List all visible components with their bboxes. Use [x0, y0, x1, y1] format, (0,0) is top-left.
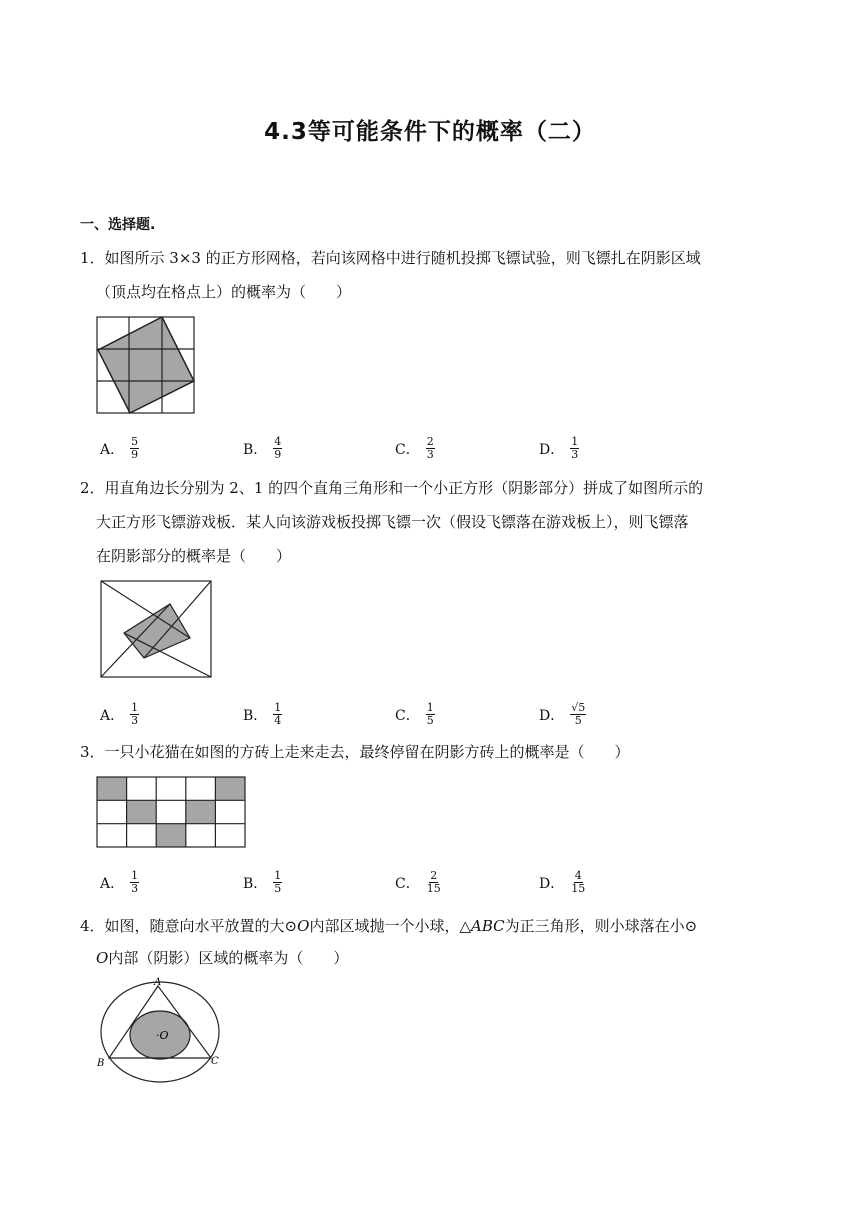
question-2-line-2: 大正方形飞镖游戏板．某人向该游戏板投掷飞镖一次（假设飞镖落在游戏板上），则飞镖落	[96, 513, 689, 531]
question-1-option-c[interactable]: C． $\frac{2}{3}$	[395, 435, 434, 461]
question-4-line-2: O内部（阴影）区域的概率为（ ）	[96, 949, 349, 967]
question-3-option-b[interactable]: B． $\frac{1}{5}$	[243, 869, 282, 895]
label-b: B	[97, 1058, 105, 1069]
question-3-option-a[interactable]: A． $\frac{1}{3}$	[100, 869, 139, 895]
page-title: 4.3等可能条件下的概率（二）	[264, 119, 596, 145]
question-3-option-c[interactable]: C． $\frac{2}{15}$	[395, 869, 441, 895]
figure-2-square-board	[100, 580, 213, 678]
question-1-option-a[interactable]: A． $\frac{5}{9}$	[100, 435, 139, 461]
figure-1-grid	[96, 316, 196, 414]
question-1-option-d[interactable]: D． $\frac{1}{3}$	[539, 435, 579, 461]
question-3-option-d[interactable]: D． $\frac{4}{15}$	[539, 869, 586, 895]
label-c: C	[211, 1056, 219, 1067]
figure-3-tiles	[96, 776, 246, 848]
question-4-line-1: 4．如图，随意向水平放置的大⊙O内部区域抛一个小球，△ABC为正三角形，则小球落在小⊙	[80, 917, 698, 935]
label-a: A	[154, 977, 162, 988]
question-1-option-b[interactable]: B． $\frac{4}{9}$	[243, 435, 282, 461]
question-2-option-a[interactable]: A． $\frac{1}{3}$	[100, 701, 139, 727]
question-2-option-c[interactable]: C． $\frac{1}{5}$	[395, 701, 434, 727]
question-2-option-b[interactable]: B． $\frac{1}{4}$	[243, 701, 282, 727]
question-1-line-2: （顶点均在格点上）的概率为（ ）	[96, 283, 352, 301]
question-2-option-d[interactable]: D． $\frac{√5}{5}$	[539, 701, 586, 727]
figure-4-circles-triangle	[96, 974, 226, 1084]
label-o: ·O	[156, 1029, 169, 1042]
question-1-line-1: 1．如图所示 3×3 的正方形网格，若向该网格中进行随机投掷飞镖试验，则飞镖扎在阴影区域	[80, 249, 701, 267]
question-2-line-3: 在阴影部分的概率是（ ）	[96, 547, 292, 565]
question-2-line-1: 2．用直角边长分别为 2、1 的四个直角三角形和一个小正方形（阴影部分）拼成了如图所示的	[80, 479, 704, 497]
question-3-line-1: 3．一只小花猫在如图的方砖上走来走去，最终停留在阴影方砖上的概率是（ ）	[80, 743, 630, 761]
section-heading: 一、选择题.	[80, 217, 156, 233]
